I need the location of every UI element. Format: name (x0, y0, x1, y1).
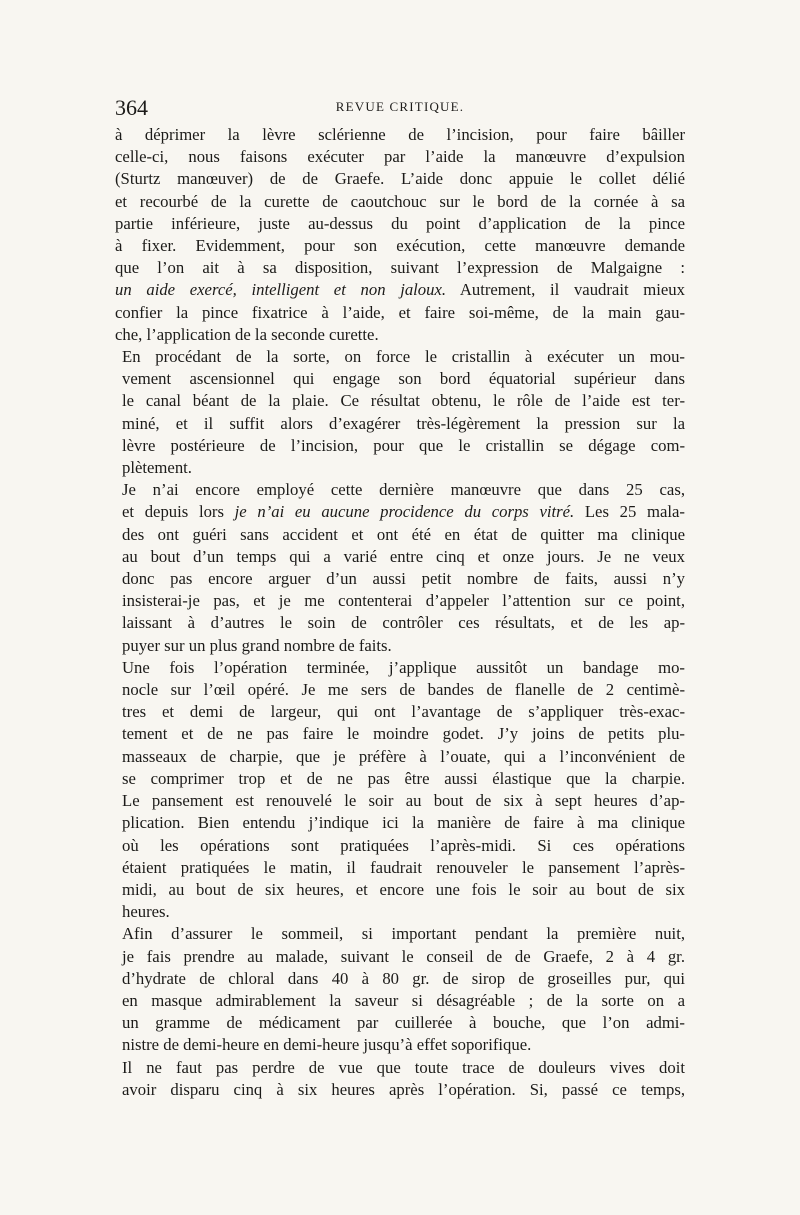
text-line: se comprimer trop et de ne pas être aussi élastique que la charpie. (122, 768, 685, 788)
text-line: En procédant de la sorte, on force le cristallin à exécuter un mou- (122, 347, 685, 367)
text-line: Une fois l’opération terminée, j’applique aussitôt un bandage mo- (122, 657, 685, 677)
text-line: avoir disparu cinq à six heures après l’opération. Si, passé ce temps, (122, 1079, 685, 1099)
page-header (115, 96, 685, 120)
text-line: laissant à d’autres le soin de contrôler ces résultats, et de les ap- (122, 613, 685, 633)
text-line: partie inférieure, juste au-dessus du point d’application de la pince (115, 213, 685, 233)
italic-quote: un aide exercé, intelligent et non jaloux. (115, 280, 447, 300)
text-line: au bout d’un temps qui a varié entre cinq et onze jours. Je ne veux (122, 546, 685, 566)
text-line: (Sturtz manœuver) de de Graefe. L’aide donc appuie le collet délié (115, 169, 685, 189)
text-line: masseaux de charpie, que je préfère à l’ouate, qui a l’inconvénient de (122, 746, 685, 766)
paragraph-2 (115, 346, 685, 479)
running-head: REVUE CRITIQUE. (335, 99, 465, 114)
text-line: d’hydrate de chloral dans 40 à 80 gr. de sirop de groseilles pur, qui (122, 968, 685, 988)
text-line: midi, au bout de six heures, et encore une fois le soir au bout de six (122, 879, 685, 899)
text-line: miné, et il suffit alors d’exagérer très-légèrement la pression sur la (122, 413, 685, 433)
text-line: heures. (122, 902, 170, 922)
text-line: à déprimer la lèvre sclérienne de l’incision, pour faire bâiller (115, 125, 685, 144)
paragraph-4 (115, 657, 685, 923)
text-line: donc pas encore arguer d’un aussi petit nombre de faits, aussi n’y (122, 569, 685, 589)
text-line: des ont guéri sans accident et ont été en état de quitter ma clinique (122, 524, 685, 544)
text-line: et recourbé de la curette de caoutchouc sur le bord de la cornée à sa (115, 191, 685, 211)
text-line: tement et de ne pas faire le moindre godet. J’y joins de petits plu- (122, 724, 685, 744)
text-line: en masque admirablement la saveur si désagréable ; de la sorte on a (122, 990, 685, 1010)
text-line: che, l’application de la seconde curette. (115, 324, 379, 344)
text-fragment: Les 25 mala- (574, 502, 685, 522)
text-line: nocle sur l’œil opéré. Je me sers de bandes de flanelle de 2 centimè- (122, 680, 685, 700)
text-fragment: Autrement, il vaudrait mieux (446, 280, 685, 300)
paragraph-1 (115, 124, 685, 346)
text-line: je fais prendre au malade, suivant le conseil de de Graefe, 2 à 4 gr. (122, 946, 685, 966)
text-line: celle-ci, nous faisons exécuter par l’aide la manœuvre d’expulsion (115, 147, 685, 167)
italic-emphasis: je n’ai eu aucune procidence du corps vitré. (234, 502, 575, 522)
text-line: plication. Bien entendu j’indique ici la manière de faire à ma clinique (122, 813, 685, 833)
text-line: plètement. (122, 458, 192, 478)
text-line: puyer sur un plus grand nombre de faits. (122, 635, 392, 655)
text-line: Afin d’assurer le sommeil, si important pendant la première nuit, (122, 924, 685, 944)
text-line: que l’on ait à sa disposition, suivant l’expression de Malgaigne : (115, 258, 685, 278)
text-line: le canal béant de la plaie. Ce résultat obtenu, le rôle de l’aide est ter- (122, 391, 685, 411)
text-line: lèvre postérieure de l’incision, pour que le cristallin se dégage com- (122, 435, 685, 455)
text-fragment: et depuis lors (122, 502, 235, 522)
text-line: tres et demi de largeur, qui ont l’avantage de s’appliquer très-exac- (122, 702, 685, 722)
page-number: 364 (115, 95, 148, 120)
text-line: un gramme de médicament par cuillerée à bouche, que l’on admi- (122, 1013, 685, 1033)
text-line: Le pansement est renouvelé le soir au bout de six à sept heures d’ap- (122, 791, 685, 811)
paragraph-3 (115, 479, 685, 657)
paragraph-6 (115, 1057, 685, 1101)
text-line: confier la pince fixatrice à l’aide, et faire soi-même, de la main gau- (115, 302, 685, 322)
text-line: vement ascensionnel qui engage son bord équatorial supérieur dans (122, 369, 685, 389)
document-page (115, 96, 685, 1101)
text-line (115, 501, 685, 523)
text-line: insisterai-je pas, et je me contenterai d’appeler l’attention sur ce point, (122, 591, 685, 611)
text-line: où les opérations sont pratiquées l’après-midi. Si ces opérations (122, 835, 685, 855)
text-line: à fixer. Evidemment, pour son exécution, cette manœuvre demande (115, 236, 685, 256)
paragraph-5 (115, 923, 685, 1056)
text-line (115, 279, 685, 301)
text-line: nistre de demi-heure en demi-heure jusqu’à effet soporifique. (122, 1035, 532, 1055)
text-line: Il ne faut pas perdre de vue que toute trace de douleurs vives doit (122, 1057, 685, 1077)
text-line: Je n’ai encore employé cette dernière manœuvre que dans 25 cas, (122, 480, 685, 500)
text-line: étaient pratiquées le matin, il faudrait renouveler le pansement l’après- (122, 857, 685, 877)
